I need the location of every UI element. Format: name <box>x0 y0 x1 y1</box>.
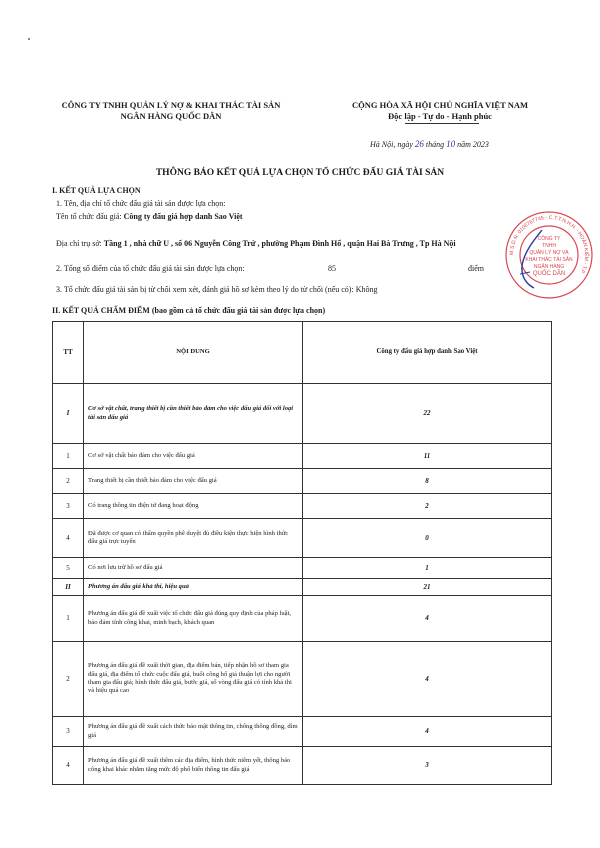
row-content: Phương án đấu giá đề xuất thời gian, địa điểm bán, tiếp nhận hồ sơ tham gia đấu giá, địa điểm tổ chức cuộc đấu giá, buổi công bố giá thuận lợi cho người tham gia đấu giá; hình thức đấu giá, bước giá, số vòng đấu giá có tính khả thi và hiệu quả cao <box>84 642 303 717</box>
row-score: 8 <box>303 469 552 494</box>
row-score: 21 <box>303 579 552 596</box>
row-tt: I <box>53 384 84 444</box>
row-content: Đã được cơ quan có thẩm quyền phê duyệt đủ điều kiện thực hiện hình thức đấu giá trực tuyến <box>84 519 303 558</box>
seal-ring-text: M.S.D.N: 0106767745 - C.T.T.N.H.H. - HOÀN KIẾM - T.P <box>508 214 590 275</box>
address-label: Địa chỉ trụ sở: <box>56 239 102 248</box>
date-day: 26 <box>414 139 424 149</box>
col-tt-header: TT <box>53 322 84 384</box>
date-month-label: tháng <box>425 140 445 149</box>
row-score: 11 <box>303 444 552 469</box>
section2-heading-note: (bao gồm cả tổ chức đấu giá tài sản được lựa chọn) <box>151 306 326 315</box>
row-content: Có nơi lưu trữ hồ sơ đấu giá <box>84 558 303 579</box>
seal-line: CÔNG TY <box>537 236 561 242</box>
col-org-header: Công ty đấu giá hợp danh Sao Việt <box>303 322 552 384</box>
document-title: THÔNG BÁO KẾT QUẢ LỰA CHỌN TỔ CHỨC ĐẤU GIÁ TÀI SẢN <box>155 168 445 178</box>
row-tt: 5 <box>53 558 84 579</box>
table-row <box>53 469 552 494</box>
date-prefix: Hà Nội, ngày <box>370 140 413 149</box>
section2-heading: II. KẾT QUẢ CHẤM ĐIỂM <box>52 306 150 315</box>
row-score: 0 <box>303 519 552 558</box>
org-name: Công ty đấu giá hợp danh Sao Việt <box>123 212 243 221</box>
section1-item2: 2. Tổng số điểm của tổ chức đấu giá tài sản được lựa chọn: <box>56 264 245 273</box>
seal-line: TNHH <box>542 243 556 249</box>
org-header <box>56 100 286 122</box>
row-tt: 3 <box>53 717 84 747</box>
date-line <box>370 139 489 150</box>
motto-underline <box>405 123 479 124</box>
table-row <box>53 579 552 596</box>
org-line1: CÔNG TY TNHH QUẢN LÝ NỢ & KHAI THÁC TÀI SẢN <box>61 100 281 110</box>
table-row <box>53 444 552 469</box>
signature-mark <box>512 226 552 296</box>
row-content: Phương án đấu giá đề xuất việc tổ chức đấu giá đúng quy định của pháp luật, bảo đảm tính công khai, minh bạch, khách quan <box>84 596 303 642</box>
row-score: 1 <box>303 558 552 579</box>
score-table <box>52 321 552 785</box>
row-tt: 2 <box>53 469 84 494</box>
org-name-label: Tên tổ chức đấu giá: <box>56 212 122 221</box>
row-content: Phương án đấu giá đề xuất thêm các địa điểm, hình thức niêm yết, thông báo công khai khác nhằm tăng mức độ phổ biến thông tin đấu giá <box>84 747 303 785</box>
nation-line1: CỘNG HÒA XÃ HỘI CHỦ NGHĨA VIỆT NAM <box>351 100 529 110</box>
row-tt: 4 <box>53 747 84 785</box>
row-score: 4 <box>303 596 552 642</box>
seal-line: QUỐC DÂN <box>532 271 566 277</box>
seal-line: NGÂN HÀNG <box>533 264 565 270</box>
row-score: 3 <box>303 747 552 785</box>
row-content: Phương án đấu giá đề xuất cách thức bảo mật thông tin, chống thông đồng, dìm giá <box>84 717 303 747</box>
section1-item1: 1. Tên, địa chỉ tổ chức đấu giá tài sản được lựa chọn: <box>56 199 226 208</box>
nation-header <box>320 100 560 122</box>
table-header-row <box>53 322 552 384</box>
table-row <box>53 558 552 579</box>
row-content: Có trang thông tin điện tử đang hoạt động <box>84 494 303 519</box>
row-score: 22 <box>303 384 552 444</box>
table-row <box>53 717 552 747</box>
row-score: 4 <box>303 642 552 717</box>
row-tt: 1 <box>53 596 84 642</box>
org-name-line <box>56 212 243 222</box>
row-tt: II <box>53 579 84 596</box>
table-row <box>53 642 552 717</box>
table-row <box>53 519 552 558</box>
row-content: Cơ sở vật chất bảo đảm cho việc đấu giá <box>84 444 303 469</box>
row-tt: 3 <box>53 494 84 519</box>
table-row <box>53 747 552 785</box>
table-row <box>53 596 552 642</box>
table-row <box>53 494 552 519</box>
seal-line: KHAI THÁC TÀI SẢN <box>525 257 573 263</box>
row-score: 2 <box>303 494 552 519</box>
section1-heading: I. KẾT QUẢ LỰA CHỌN <box>52 186 141 195</box>
row-content: Trang thiết bị cần thiết bảo đảm cho việc đấu giá <box>84 469 303 494</box>
row-score: 4 <box>303 717 552 747</box>
row-content: Phương án đấu giá khả thi, hiệu quả <box>84 579 303 596</box>
score-unit: điểm <box>468 264 484 273</box>
address-value: Tầng 1 , nhà chữ U , số 06 Nguyễn Công Trứ , phường Phạm Đình Hổ , quận Hai Bà Trưng , Tp Hà Nội <box>103 239 456 248</box>
section1-item3: 3. Tổ chức đấu giá tài sản bị từ chối xem xét, đánh giá hồ sơ kèm theo lý do từ chối (nếu có): Không <box>56 285 378 294</box>
org-line2: NGÂN HÀNG QUỐC DÂN <box>120 111 222 121</box>
col-content-header: NỘI DUNG <box>84 322 303 384</box>
row-tt: 1 <box>53 444 84 469</box>
seal-line: QUẢN LÝ NỢ VÀ <box>529 250 569 256</box>
row-content: Cơ sở vật chất, trang thiết bị cần thiết bảo đảm cho việc đấu giá đối với loại tài sản đấu giá <box>84 384 303 444</box>
table-row <box>53 384 552 444</box>
address-line <box>56 239 456 249</box>
date-year-label: năm 2023 <box>457 140 489 149</box>
total-score: 85 <box>328 264 336 273</box>
nation-line2: Độc lập - Tự do - Hạnh phúc <box>388 111 492 121</box>
scan-speck <box>28 38 30 40</box>
row-tt: 2 <box>53 642 84 717</box>
date-month: 10 <box>446 139 456 149</box>
row-tt: 4 <box>53 519 84 558</box>
section2-heading-line <box>52 306 325 316</box>
